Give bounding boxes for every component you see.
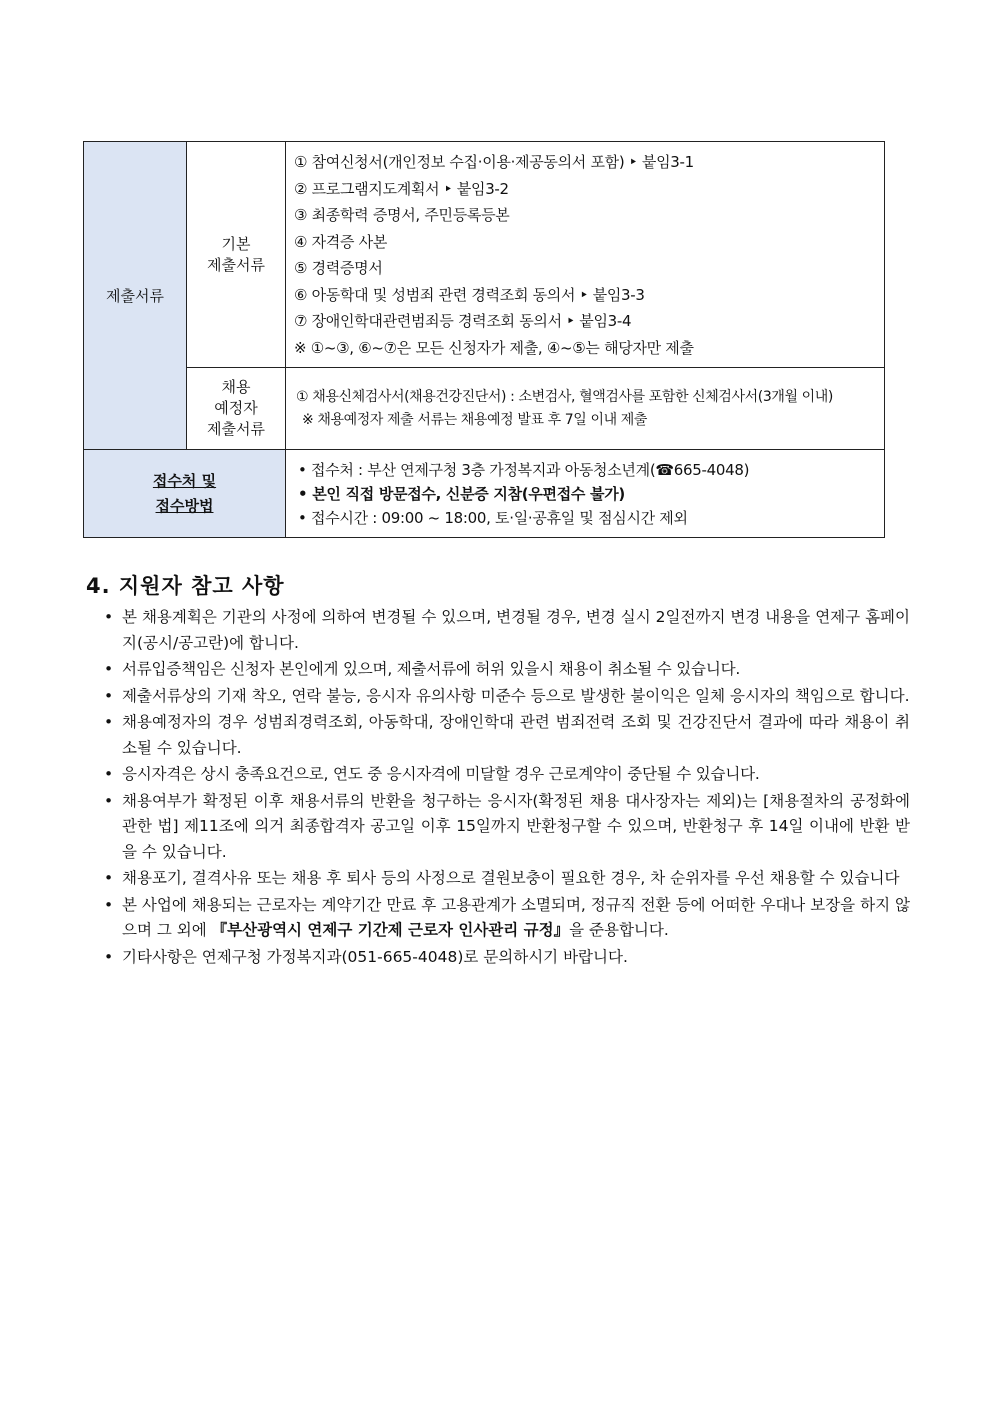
- bullet: •: [104, 791, 114, 810]
- note-text: 제출서류상의 기재 착오, 연락 불능, 응시자 유의사항 미준수 등으로 발생한 불이익은 일체 응시자의 책임으로 합니다.: [122, 686, 910, 705]
- submission-docs-table: [83, 141, 885, 538]
- list-item: [100, 657, 910, 683]
- bullet: •: [104, 895, 114, 914]
- expected-label-line2: 예정자: [214, 399, 258, 417]
- basic-docs-row: [84, 142, 885, 368]
- list-item: [100, 710, 910, 761]
- note-text: 서류입증책임은 신청자 본인에게 있으며, 제출서류에 허위 있을시 채용이 취소될 수 있습니다.: [122, 660, 741, 678]
- list-item: [100, 893, 910, 944]
- basic-label-line1: 기본: [221, 234, 251, 253]
- basic-docs-label-cell: [187, 142, 286, 368]
- reception-method-text: • 본인 직접 방문접수, 신분증 지참(우편접수 불가): [298, 484, 625, 503]
- basic-docs-list: [286, 144, 884, 365]
- expected-label-line1: 채용: [221, 378, 251, 396]
- basic-doc-item: ③ 최종학력 증명서, 주민등록등본: [294, 206, 510, 224]
- basic-doc-item: ⑥ 아동학대 및 성범죄 관련 경력조회 동의서 ‣ 붙임3-3: [294, 285, 645, 304]
- list-item: [100, 789, 910, 866]
- reception-label-line2: 접수방법: [155, 496, 214, 515]
- note-text: 기타사항은 연제구청 가정복지과(051-665-4048)로 문의하시기 바랍니다.: [122, 947, 628, 966]
- regulation-name: 『부산광역시 연제구 기간제 근로자 인사관리 규정』: [211, 921, 570, 939]
- basic-doc-item: ④ 자격증 사본: [294, 232, 388, 251]
- basic-label-line2: 제출서류: [207, 255, 265, 274]
- expected-docs-row: [84, 368, 885, 450]
- bullet: •: [104, 947, 114, 966]
- list-item: [100, 684, 910, 710]
- reception-row: [84, 450, 885, 538]
- list-item: [100, 945, 910, 971]
- basic-docs-list-cell: [286, 142, 885, 368]
- reception-item-hours: • 접수시간 : 09:00 ~ 18:00, 토·일·공휴일 및 점심시간 제외: [298, 508, 688, 527]
- bullet: •: [104, 765, 113, 783]
- note-text-part2: 을 준용합니다.: [569, 921, 669, 939]
- bullet: •: [104, 713, 114, 731]
- list-item: [100, 762, 910, 788]
- bullet: •: [104, 869, 114, 887]
- bullet: •: [104, 686, 114, 705]
- basic-doc-item: ① 참여신청서(개인정보 수집·이용·제공동의서 포함) ‣ 붙임3-1: [294, 153, 694, 171]
- note-text: 채용여부가 확정된 이후 채용서류의 반환을 청구하는 응시자(확정된 채용 대사장자는 제외)는 [채용절차의 공정화에 관한 법] 제11조에 의거 최종합격자 공고일 이후 15일까지 반환청구할 수 있으며, 반환청구 후 14일 이내에 반환 받을 수 있습니다.: [122, 791, 910, 861]
- expected-docs-list-cell: [286, 368, 885, 450]
- expected-label-line3: 제출서류: [207, 420, 265, 438]
- reception-list-cell: [286, 450, 885, 538]
- reception-list: [286, 453, 884, 535]
- expected-doc-note: ※ 채용예정자 제출 서류는 채용예정 발표 후 7일 이내 제출: [302, 411, 648, 428]
- expected-doc-item: ① 채용신체검사서(채용건강진단서) : 소변검사, 혈액검사를 포함한 신체검사서(3개월 이내): [296, 388, 833, 405]
- note-text: 채용포기, 결격사유 또는 채용 후 퇴사 등의 사정으로 결원보충이 필요한 경우, 차 순위자를 우선 채용할 수 있습니다: [122, 869, 900, 887]
- note-text-part1: 본 사업에 채용되는 근로자는 계약기간 만료 후 고용관계가 소멸되며, 정규직 전환 등에 어떠한 우대나 보장을 하지 않으며 그 외에: [122, 895, 910, 939]
- list-item: [100, 605, 910, 656]
- reception-label-line1: 접수처 및: [152, 471, 217, 490]
- basic-doc-item: ② 프로그램지도계획서 ‣ 붙임3-2: [294, 179, 509, 198]
- section-title: 4. 지원자 참고 사항: [86, 574, 285, 598]
- submit-docs-label-cell: [84, 142, 187, 450]
- bullet: •: [104, 608, 114, 626]
- basic-doc-item: ⑤ 경력증명서: [294, 259, 383, 277]
- reception-label-cell: [84, 450, 286, 538]
- applicant-notes-list: [100, 605, 910, 971]
- note-text: 본 채용계획은 기관의 사정에 의하여 변경될 수 있으며, 변경될 경우, 변경 실시 2일전까지 변경 내용을 연제구 홈페이지(공시/공고란)에 합니다.: [122, 608, 910, 652]
- basic-doc-note: ※ ①~③, ⑥~⑦은 모든 신청자가 제출, ④~⑤는 해당자만 제출: [294, 338, 694, 357]
- list-item: [100, 866, 910, 892]
- note-text: 채용예정자의 경우 성범죄경력조회, 아동학대, 장애인학대 관련 범죄전력 조회 및 건강진단서 결과에 따라 채용이 취소될 수 있습니다.: [122, 713, 910, 757]
- expected-docs-label-cell: [187, 368, 286, 450]
- expected-docs-list: [286, 376, 884, 442]
- basic-doc-item: ⑦ 장애인학대관련범죄등 경력조회 동의서 ‣ 붙임3-4: [294, 312, 632, 330]
- submit-docs-label: 제출서류: [106, 287, 164, 305]
- reception-item-method: [298, 482, 884, 506]
- bullet: •: [104, 660, 113, 678]
- note-text: 응시자격은 상시 충족요건으로, 연도 중 응시자격에 미달할 경우 근로계약이 중단될 수 있습니다.: [122, 765, 760, 783]
- reception-item-location: • 접수처 : 부산 연제구청 3층 가정복지과 아동청소년계(☎665-4048): [298, 460, 750, 479]
